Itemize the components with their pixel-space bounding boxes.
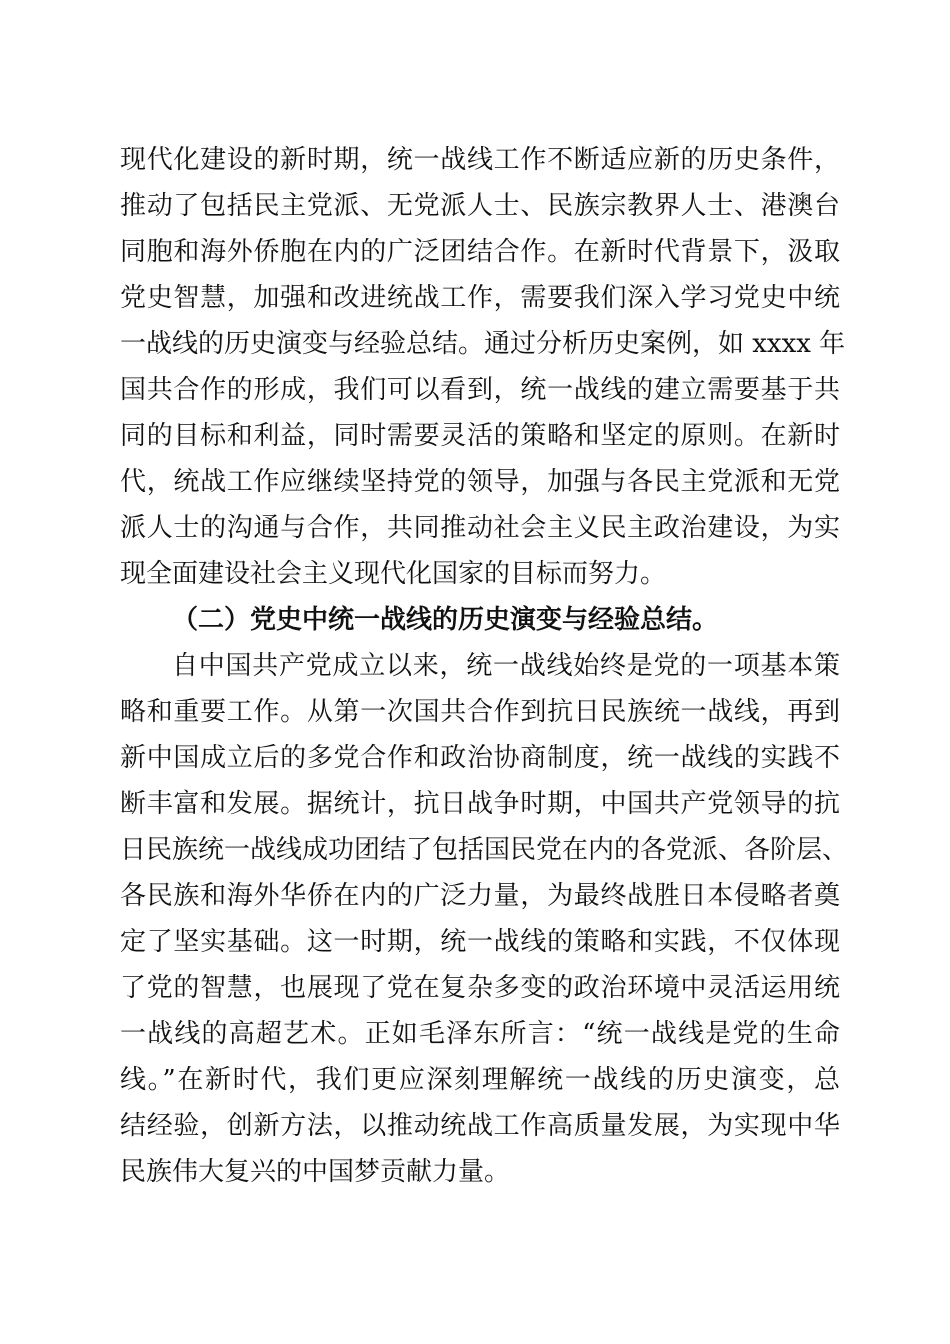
paragraph-2-line-9: 一战线的高超艺术。正如毛泽东所言：“统一战线是党的生命	[120, 1019, 840, 1049]
paragraph-2-line-8: 了党的智慧，也展现了党在复杂多变的政治环境中灵活运用统	[120, 973, 840, 1003]
paragraph-1-line-10: 现全面建设社会主义现代化国家的目标而努力。	[120, 559, 667, 589]
paragraph-1-line-1: 现代化建设的新时期，统一战线工作不断适应新的历史条件，	[120, 145, 840, 175]
paragraph-1-line-7: 同的目标和利益，同时需要灵活的策略和坚定的原则。在新时	[120, 421, 840, 451]
paragraph-2-line-2: 略和重要工作。从第一次国共合作到抗日民族统一战线，再到	[120, 697, 840, 727]
paragraph-2-line-7: 定了坚实基础。这一时期，统一战线的策略和实践，不仅体现	[120, 927, 840, 957]
paragraph-1-line-2: 推动了包括民主党派、无党派人士、民族宗教界人士、港澳台	[120, 191, 840, 221]
paragraph-2-line-1: 自中国共产党成立以来，统一战线始终是党的一项基本策	[172, 651, 840, 681]
paragraph-1-line-5: 一战线的历史演变与经验总结。通过分析历史案例，如 xxxx 年	[120, 329, 846, 359]
paragraph-1-line-6: 国共合作的形成，我们可以看到，统一战线的建立需要基于共	[120, 375, 840, 405]
section-heading: （二）党史中统一战线的历史演变与经验总结。	[172, 605, 719, 635]
paragraph-2-line-6: 各民族和海外华侨在内的广泛力量，为最终战胜日本侵略者奠	[120, 881, 840, 911]
paragraph-1-line-4: 党史智慧，加强和改进统战工作，需要我们深入学习党史中统	[120, 283, 840, 313]
paragraph-1-line-9: 派人士的沟通与合作，共同推动社会主义民主政治建设，为实	[120, 513, 840, 543]
paragraph-2-line-3: 新中国成立后的多党合作和政治协商制度，统一战线的实践不	[120, 743, 840, 773]
paragraph-2-line-5: 日民族统一战线成功团结了包括国民党在内的各党派、各阶层、	[120, 835, 849, 865]
paragraph-2-line-4: 断丰富和发展。据统计，抗日战争时期，中国共产党领导的抗	[120, 789, 840, 819]
paragraph-2-line-12: 民族伟大复兴的中国梦贡献力量。	[120, 1157, 511, 1187]
paragraph-2-line-10: 线。”在新时代，我们更应深刻理解统一战线的历史演变，总	[120, 1065, 840, 1095]
paragraph-1-line-8: 代，统战工作应继续坚持党的领导，加强与各民主党派和无党	[120, 467, 840, 497]
paragraph-2-line-11: 结经验，创新方法，以推动统战工作高质量发展，为实现中华	[120, 1111, 840, 1141]
paragraph-1-line-3: 同胞和海外侨胞在内的广泛团结合作。在新时代背景下，汲取	[120, 237, 840, 267]
